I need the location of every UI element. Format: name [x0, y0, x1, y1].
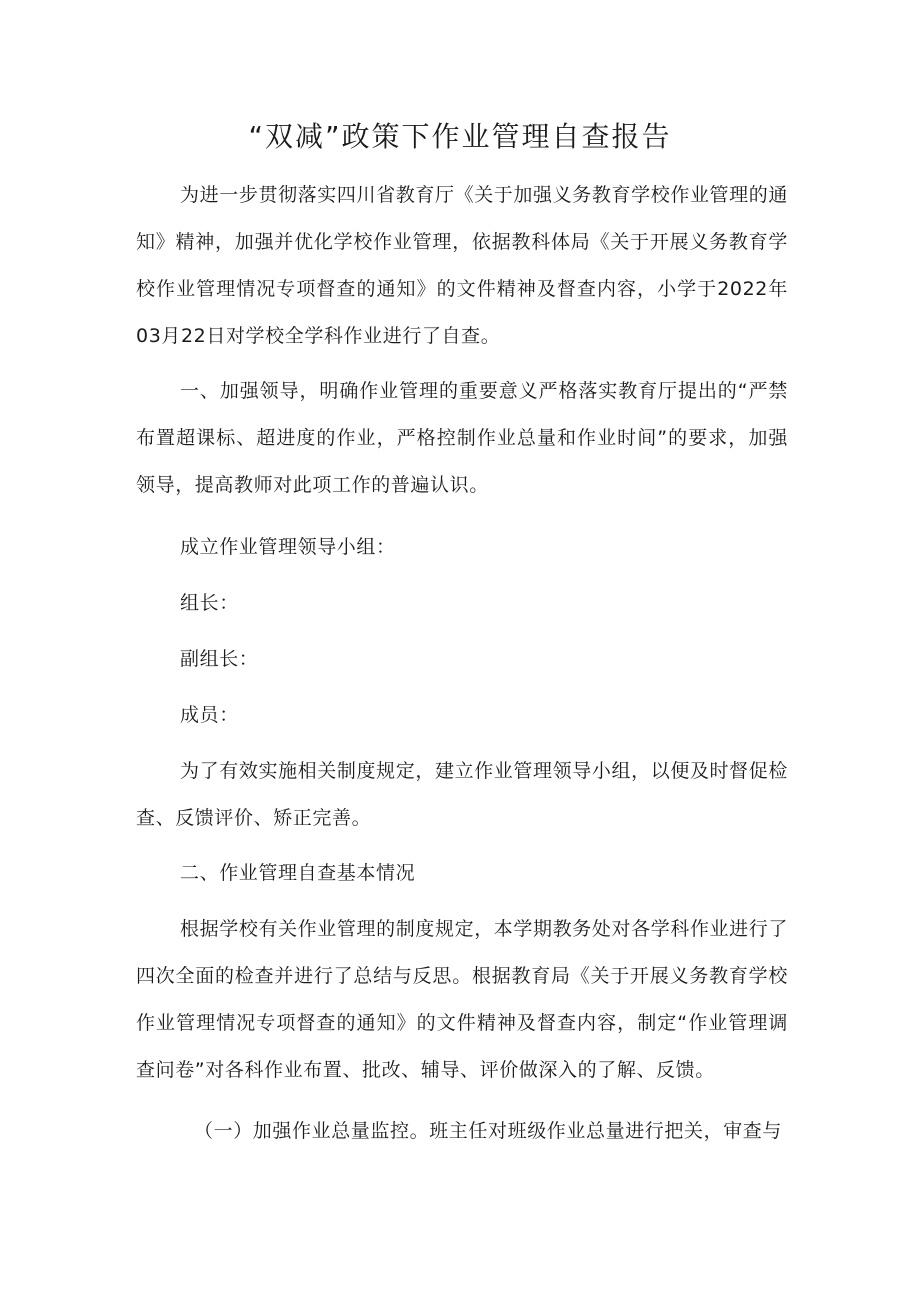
leader-line: 组长：: [180, 592, 239, 614]
members-line: 成员：: [180, 704, 239, 726]
section-2-body: 根据学校有关作业管理的制度规定，本学期教务处对各学科作业进行了四次全面的检查并进行了总结与反思。根据教育局《关于开展义务教育学校作业管理情况专项督查的通知》的文件精神及督查内容，制定“作业管理调查问卷”对各科作业布置、批改、辅导、评价做深入的了解、反馈。: [136, 918, 788, 1081]
group-heading: 成立作业管理领导小组：: [180, 536, 396, 558]
purpose-paragraph: 为了有效实施相关制度规定，建立作业管理领导小组，以便及时督促检查、反馈评价、矫正完善。: [136, 760, 788, 829]
section-2-heading: 二、作业管理自查基本情况: [180, 862, 416, 884]
section-1-paragraph: 一、加强领导，明确作业管理的重要意义严格落实教育厅提出的“严禁布置超课标、超进度的作业，严格控制作业总量和作业时间”的要求，加强领导，提高教师对此项工作的普遍认识。: [136, 380, 788, 496]
document-title: “双减”政策下作业管理自查报告: [248, 120, 672, 153]
intro-paragraph: 为进一步贯彻落实四川省教育厅《关于加强义务教育学校作业管理的通知》精神，加强并优化学校作业管理，依据教科体局《关于开展义务教育学校作业管理情况专项督查的通知》的文件精神及督查内容，小学于2022年03月22日对学校全学科作业进行了自查。: [136, 184, 788, 347]
subsection-1-paragraph: （一）加强作业总量监控。班主任对班级作业总量进行把关，审查与: [194, 1120, 783, 1142]
deputy-leader-line: 副组长：: [180, 648, 259, 670]
